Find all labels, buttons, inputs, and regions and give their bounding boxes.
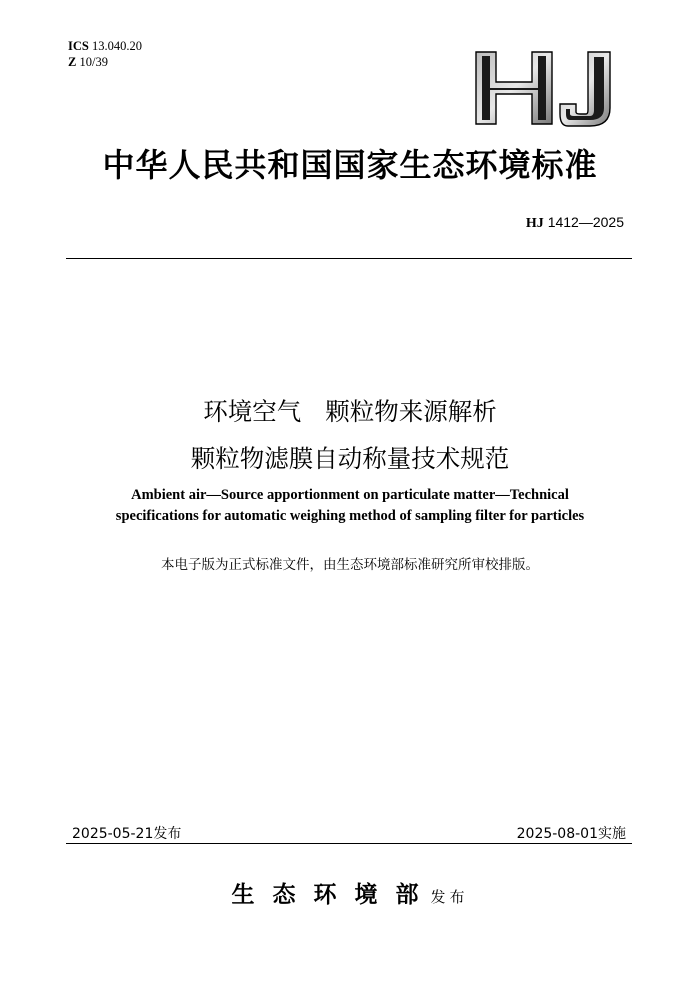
issuer-name: 生态环境部 bbox=[231, 881, 437, 908]
classification-codes bbox=[68, 38, 142, 70]
electronic-edition-note: 本电子版为正式标准文件，由生态环境部标准研究所审校排版。 bbox=[161, 557, 539, 573]
standard-number bbox=[526, 214, 624, 232]
chinese-title-part-2: 颗粒物来源解析 bbox=[325, 397, 497, 426]
english-title bbox=[0, 485, 700, 527]
english-title-line-2: specifications for automatic weighing method of sampling filter for particles bbox=[115, 508, 585, 524]
implementation-date: 2025-08-01实施 bbox=[516, 826, 626, 842]
hj-logo bbox=[470, 50, 620, 128]
ics-code: ICS 13.040.20 bbox=[68, 39, 142, 53]
standard-number-value: 1412—2025 bbox=[547, 214, 624, 230]
english-title-line-1: Ambient air—Source apportionment on particulate matter—Technical bbox=[131, 487, 569, 503]
issuer bbox=[0, 876, 700, 909]
standard-number-prefix: HJ bbox=[525, 216, 544, 231]
logo-letter-h bbox=[476, 52, 552, 124]
release-date: 2025-05-21发布 bbox=[72, 826, 182, 842]
logo-letter-j bbox=[560, 52, 610, 126]
z-code: Z 10/39 bbox=[68, 55, 108, 69]
top-divider bbox=[66, 258, 632, 259]
chinese-title-line-1 bbox=[0, 393, 700, 428]
chinese-title-line-2: 颗粒物滤膜自动称量技术规范 bbox=[190, 444, 510, 473]
chinese-title-part-1: 环境空气 bbox=[203, 397, 302, 426]
issuer-suffix: 发布 bbox=[430, 888, 469, 906]
standard-category-title: 中华人民共和国国家生态环境标准 bbox=[102, 146, 598, 184]
bottom-divider bbox=[66, 843, 632, 844]
